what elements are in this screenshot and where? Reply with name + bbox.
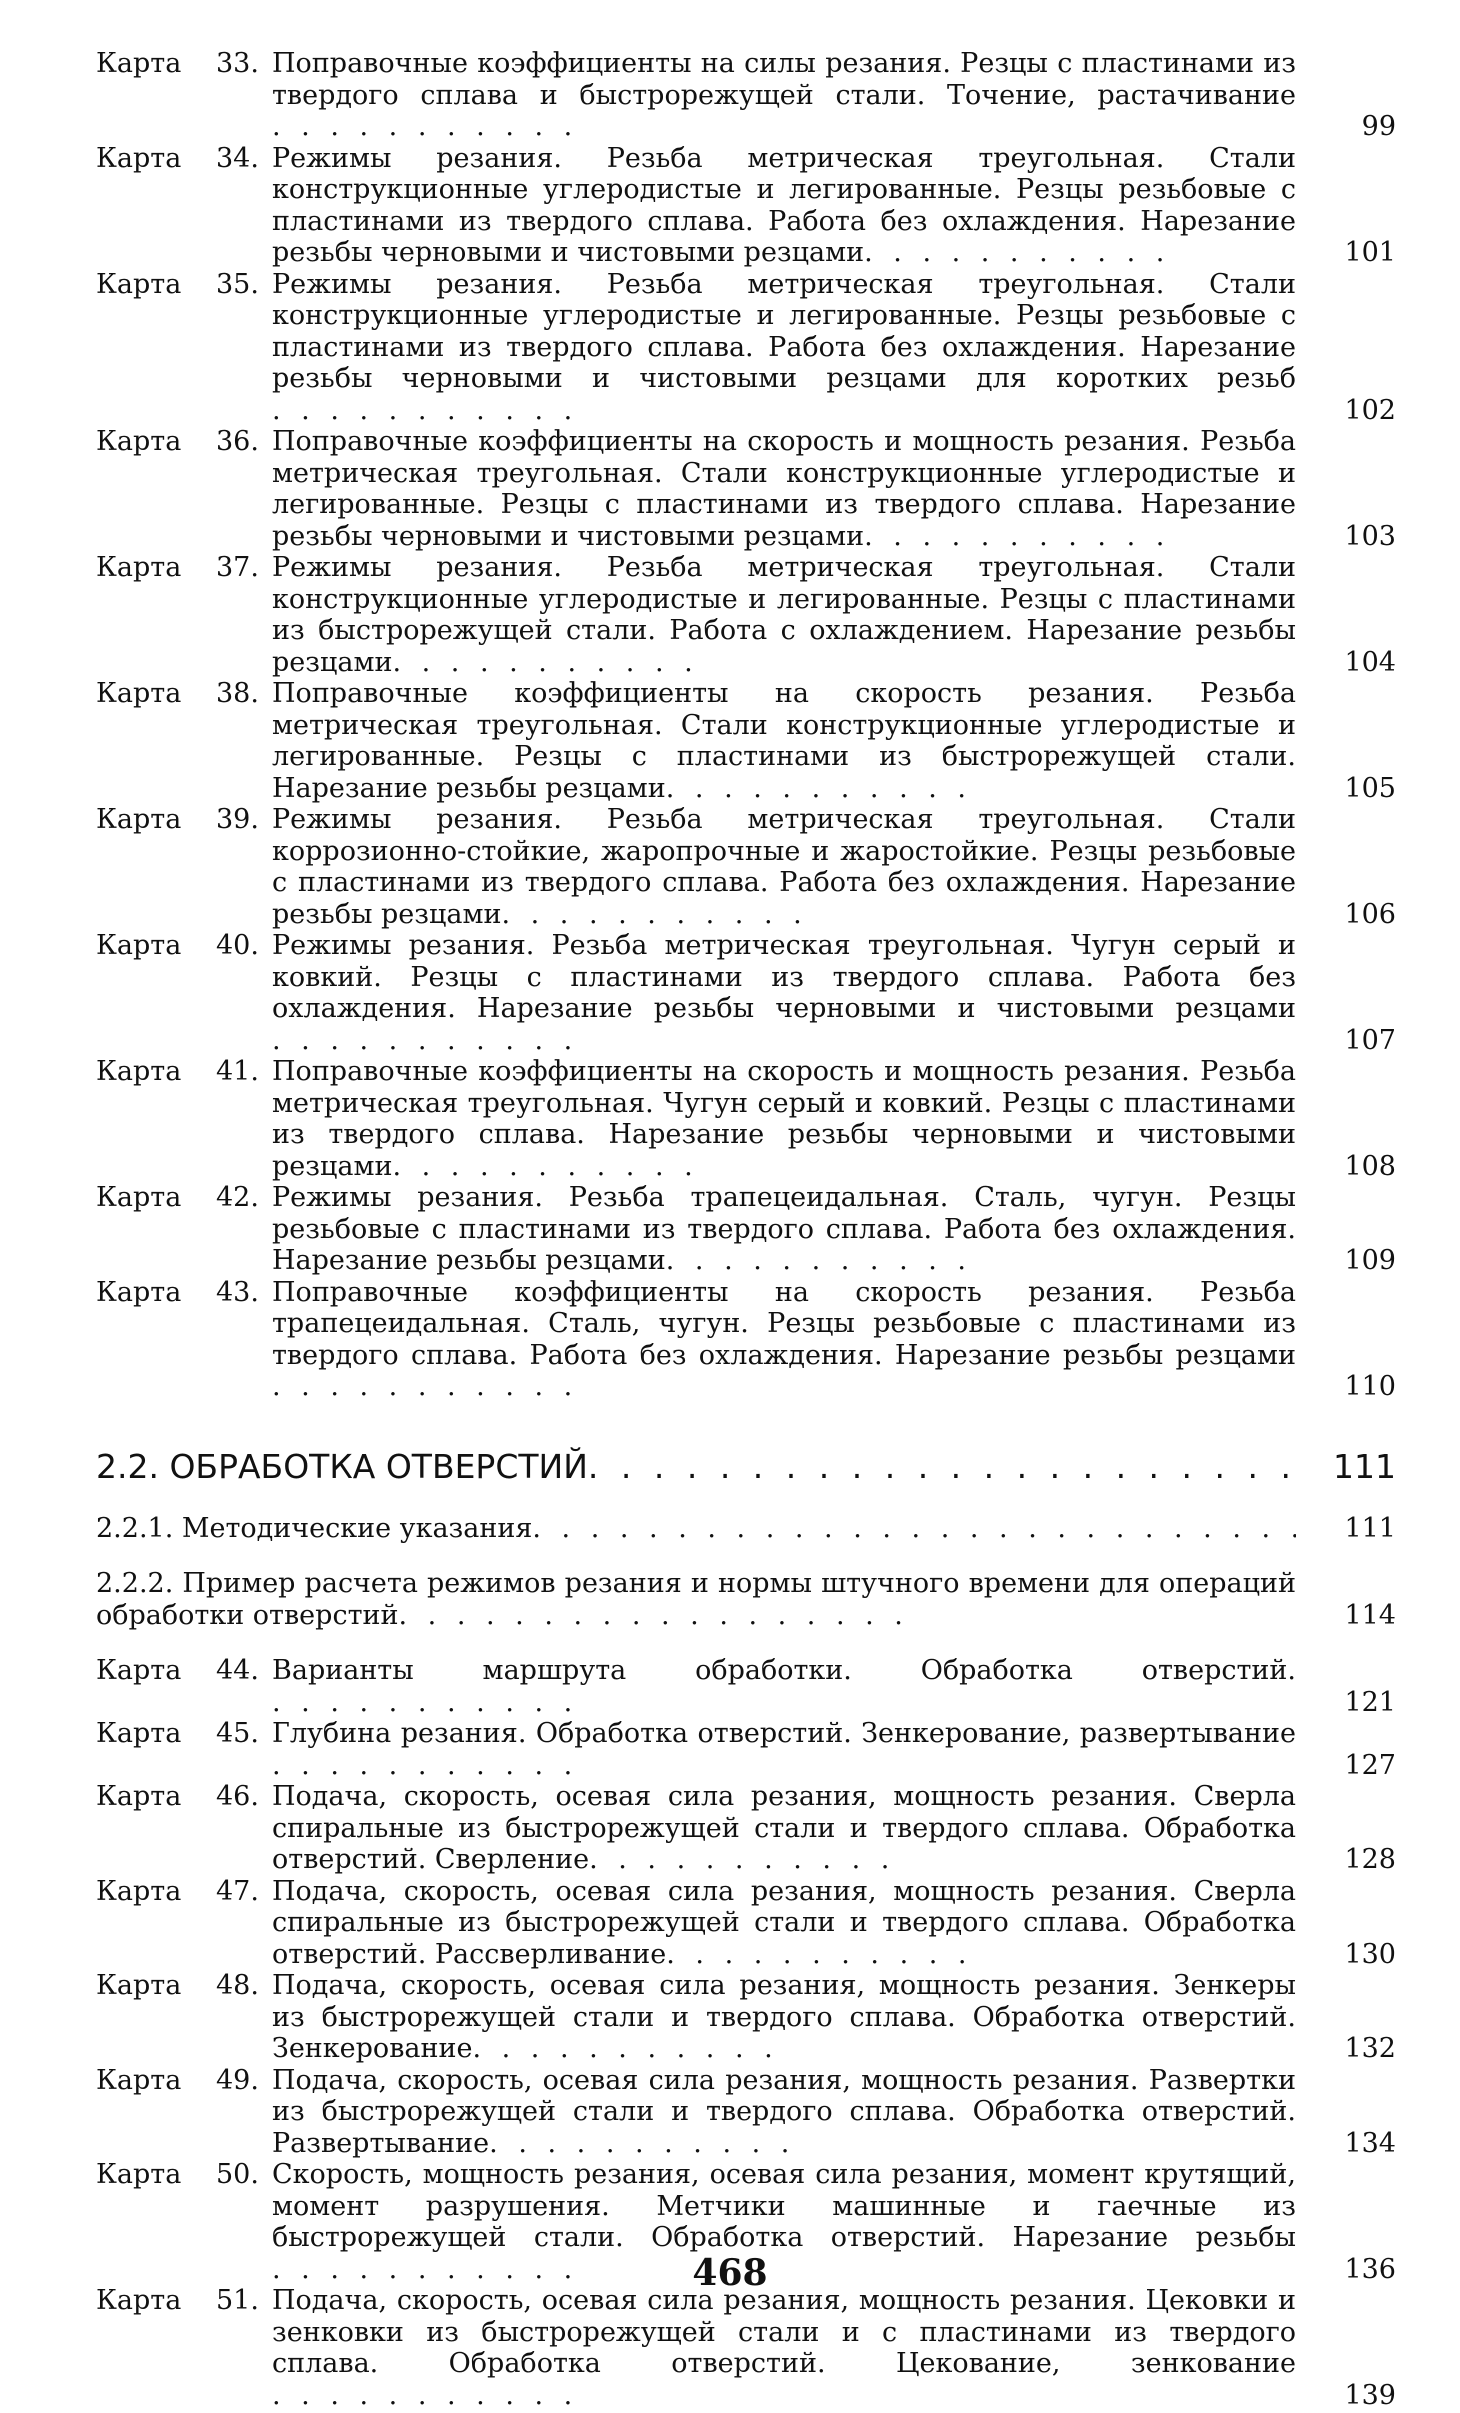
toc-entry: [96, 804, 1396, 930]
entry-title: Режимы резания. Резьба метрическая треугольная. Стали коррозионно-стойкие, жаропрочные и жаростойкие. Резцы резьбовые с пластинами из твердого сплава. Работа без охлаждения. Нарезание резьбы резцами: [272, 804, 1296, 930]
toc-entry: [96, 2065, 1396, 2160]
entry-label: Карта: [96, 426, 182, 457]
leader-dots: [666, 773, 966, 805]
entry-page: 134: [1344, 2127, 1396, 2159]
entry-page: 101: [1344, 237, 1396, 268]
entry-page: 109: [1344, 1245, 1396, 1276]
toc-entry: [96, 1718, 1396, 1781]
entry-number: 48.: [216, 1970, 259, 2001]
entry-title: Поправочные коэффициенты на скорость резания. Резьба метрическая треугольная. Стали конструкционные углеродистые и легированные. Резцы с пластинами из быстрорежущей стали. Нарезание резьбы резцами: [272, 678, 1296, 804]
toc-entry: [96, 1876, 1396, 1971]
leader-dots: [272, 1687, 572, 1719]
subsection-methodical: [96, 1513, 1396, 1545]
entry-label: Карта: [96, 1655, 182, 1686]
leader-dots: [588, 1447, 1296, 1487]
entry-title: Подача, скорость, осевая сила резания, мощность резания. Цековки и зенковки из быстрорежущей стали и с пластинами из твердого сплава. Обработка отверстий. Цекование, зенкование: [272, 2285, 1296, 2379]
toc-entry: [96, 269, 1396, 427]
leader-dots: [532, 1513, 1296, 1545]
entry-number: 43.: [216, 1276, 259, 1308]
entry-label: Карта: [96, 2064, 182, 2096]
entry-number: 33.: [216, 48, 259, 79]
entry-label: Карта: [96, 1970, 182, 2001]
entry-title: Режимы резания. Резьба метрическая треугольная. Чугун серый и ковкий. Резцы с пластинами из твердого сплава. Работа без охлаждения. Нарезание резьбы черновыми и чистовыми резцами: [272, 930, 1296, 1024]
toc-entry: [96, 48, 1396, 143]
section-heading: [96, 1447, 1396, 1487]
subsection-title: 2.2.1. Методические указания: [96, 1512, 533, 1544]
subsection-page: 114: [1344, 1599, 1396, 1631]
leader-dots: [272, 1750, 572, 1782]
entry-number: 40.: [216, 930, 259, 961]
entry-page: 132: [1344, 2033, 1396, 2064]
entry-number: 38.: [216, 678, 259, 709]
subsection-page: 111: [1344, 1512, 1396, 1544]
entry-label: Карта: [96, 142, 182, 174]
toc-entry: [96, 143, 1396, 269]
entry-number: 49.: [216, 2064, 259, 2096]
entry-number: 35.: [216, 268, 259, 300]
entry-page: 127: [1344, 1749, 1396, 1781]
entry-page: 128: [1344, 1844, 1396, 1875]
toc-entries-cards-33-43: [96, 48, 1396, 1403]
entry-label: Карта: [96, 1276, 182, 1308]
entry-number: 42.: [216, 1182, 259, 1213]
toc-entry: [96, 1970, 1396, 2065]
entry-number: 39.: [216, 804, 259, 835]
entry-title: Режимы резания. Резьба метрическая треугольная. Стали конструкционные углеродистые и легированные. Резцы с пластинами из быстрорежущей стали. Работа с охлаждением. Нарезание резьбы резцами: [272, 552, 1296, 678]
entry-label: Карта: [96, 48, 182, 79]
leader-dots: [399, 1600, 919, 1632]
leader-dots: [864, 521, 1164, 553]
entry-page: 139: [1344, 2379, 1396, 2411]
toc-entry: [96, 930, 1396, 1056]
entry-title: Глубина резания. Обработка отверстий. Зенкерование, развертывание: [272, 1718, 1296, 1749]
entry-number: 47.: [216, 1875, 259, 1907]
entry-number: 44.: [216, 1655, 259, 1686]
toc-entry: [96, 1781, 1396, 1876]
toc-entry: [96, 426, 1396, 552]
toc-entry: [96, 1277, 1396, 1403]
entry-page: 105: [1344, 772, 1396, 804]
entry-label: Карта: [96, 552, 182, 583]
entry-number: 34.: [216, 142, 259, 174]
entry-label: Карта: [96, 268, 182, 300]
entry-label: Карта: [96, 1781, 182, 1812]
entry-page: 121: [1344, 1686, 1396, 1718]
entry-number: 41.: [216, 1056, 259, 1087]
entry-title: Режимы резания. Резьба метрическая треугольная. Стали конструкционные углеродистые и легированные. Резцы резьбовые с пластинами из твердого сплава. Работа без охлаждения. Нарезание резьбы черновыми и чистовыми резцами: [272, 142, 1296, 268]
leader-dots: [589, 1844, 889, 1876]
toc-entry: [96, 1182, 1396, 1277]
toc-entries-cards-44-51: [96, 1655, 1396, 2411]
entry-number: 50.: [216, 2159, 259, 2190]
toc-entry: [96, 552, 1396, 678]
entry-label: Карта: [96, 2285, 182, 2316]
entry-title: Подача, скорость, осевая сила резания, мощность резания. Развертки из быстрорежущей стали и твердого сплава. Обработка отверстий. Развертывание: [272, 2064, 1296, 2159]
leader-dots: [272, 1371, 572, 1403]
subsection-example: [96, 1568, 1396, 1631]
toc-entry: [96, 1056, 1396, 1182]
leader-dots: [272, 1025, 572, 1057]
entry-label: Карта: [96, 678, 182, 709]
entry-page: 103: [1344, 520, 1396, 552]
entry-page: 106: [1344, 898, 1396, 930]
toc-entry: [96, 2285, 1396, 2411]
leader-dots: [392, 1151, 692, 1183]
entry-page: 104: [1344, 646, 1396, 678]
page-number: 468: [692, 2252, 768, 2294]
entry-number: 45.: [216, 1718, 259, 1749]
section-page: 111: [1333, 1446, 1396, 1486]
section-title: 2.2. ОБРАБОТКА ОТВЕРСТИЙ: [96, 1446, 588, 1486]
leader-dots: [489, 2128, 789, 2160]
entry-title: Подача, скорость, осевая сила резания, мощность резания. Сверла спиральные из быстрорежущей стали и твердого сплава. Обработка отверстий. Рассверливание: [272, 1875, 1296, 1970]
entry-page: 136: [1344, 2253, 1396, 2285]
entry-title: Режимы резания. Резьба трапецеидальная. Сталь, чугун. Резцы резьбовые с пластинами из твердого сплава. Работа без охлаждения. Нарезание резьбы резцами: [272, 1182, 1296, 1276]
toc-entry: [96, 678, 1396, 804]
entry-title: Поправочные коэффициенты на скорость и мощность резания. Резьба метрическая треугольная. Чугун серый и ковкий. Резцы с пластинами из твердого сплава. Нарезание резьбы черновыми и чистовыми резцами: [272, 1056, 1296, 1182]
entry-number: 51.: [216, 2285, 259, 2316]
entry-page: 107: [1344, 1024, 1396, 1056]
entry-title: Скорость, мощность резания, осевая сила резания, момент крутящий, момент разрушения. Метчики машинные и гаечные из быстрорежущей стали. Обработка отверстий. Нарезание резьбы: [272, 2159, 1296, 2253]
entry-title: Варианты маршрута обработки. Обработка отверстий.: [272, 1655, 1296, 1686]
leader-dots: [472, 2033, 772, 2065]
entry-label: Карта: [96, 804, 182, 835]
leader-dots: [864, 237, 1164, 269]
entry-number: 36.: [216, 426, 259, 457]
toc-container: [96, 48, 1396, 2411]
entry-label: Карта: [96, 1056, 182, 1087]
entry-label: Карта: [96, 1875, 182, 1907]
entry-label: Карта: [96, 2159, 182, 2190]
entry-page: 99: [1361, 111, 1396, 142]
leader-dots: [272, 395, 572, 427]
entry-title: Подача, скорость, осевая сила резания, мощность резания. Зенкеры из быстрорежущей стали и твердого сплава. Обработка отверстий. Зенкерование: [272, 1970, 1296, 2064]
leader-dots: [272, 2380, 572, 2412]
entry-number: 46.: [216, 1781, 259, 1812]
entry-title: Поправочные коэффициенты на силы резания. Резцы с пластинами из твердого сплава и быстрорежущей стали. Точение, растачивание: [272, 48, 1296, 111]
subsection-title: 2.2.2. Пример расчета режимов резания и нормы штучного времени для операций обработки отверстий: [96, 1568, 1296, 1631]
leader-dots: [501, 899, 801, 931]
entry-title: Подача, скорость, осевая сила резания, мощность резания. Сверла спиральные из быстрорежущей стали и твердого сплава. Обработка отверстий. Сверление: [272, 1781, 1296, 1875]
entry-title: Режимы резания. Резьба метрическая треугольная. Стали конструкционные углеродистые и легированные. Резцы резьбовые с пластинами из твердого сплава. Работа без охлаждения. Нарезание резьбы черновыми и чистовыми резцами для коротких резьб: [272, 268, 1296, 394]
entry-label: Карта: [96, 1718, 182, 1749]
toc-entry: [96, 1655, 1396, 1718]
entry-page: 102: [1344, 394, 1396, 426]
entry-label: Карта: [96, 930, 182, 961]
entry-page: 108: [1344, 1150, 1396, 1182]
leader-dots: [272, 111, 572, 143]
entry-title: Поправочные коэффициенты на скорость резания. Резьба трапецеидальная. Сталь, чугун. Резцы резьбовые с пластинами из твердого сплава. Работа без охлаждения. Нарезание резьбы резцами: [272, 1276, 1296, 1371]
entry-number: 37.: [216, 552, 259, 583]
entry-label: Карта: [96, 1182, 182, 1213]
leader-dots: [666, 1939, 966, 1971]
leader-dots: [392, 647, 692, 679]
entry-page: 110: [1344, 1371, 1396, 1402]
entry-page: 130: [1344, 1938, 1396, 1970]
leader-dots: [666, 1245, 966, 1277]
entry-title: Поправочные коэффициенты на скорость и мощность резания. Резьба метрическая треугольная. Стали конструкционные углеродистые и легированные. Резцы с пластинами из твердого сплава. Нарезание резьбы черновыми и чистовыми резцами: [272, 426, 1296, 552]
